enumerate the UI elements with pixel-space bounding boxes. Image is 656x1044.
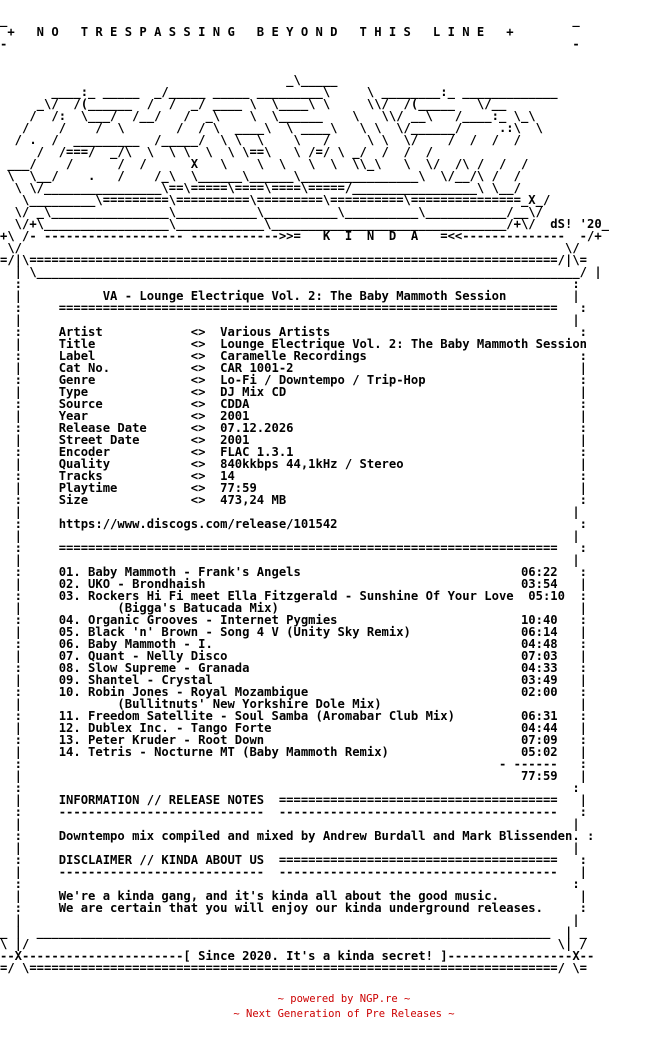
nfo-line: +\ /- ------------------- ------------>>= K I N D A =<<-------------- -/+ bbox=[0, 229, 602, 243]
nfo-line: / /===/ _/\ \ \ \ \ \ \==\ \ /=/ \ _/ / / / bbox=[0, 145, 433, 159]
nfo-line: | Playtime <> 77:59 | bbox=[0, 481, 587, 495]
nfo-line: : Size <> 473,24 MB : bbox=[0, 493, 587, 507]
nfo-line: _ _ bbox=[0, 13, 580, 27]
nfo-line: | 05. Black 'n' Brown - Song 4 V (Unity Sky Remix) 06:14 | bbox=[0, 625, 587, 639]
nfo-line: | INFORMATION // RELEASE NOTES ====================================== | bbox=[0, 793, 587, 807]
nfo-line: : 10. Robin Jones - Royal Mozambique 02:00 : bbox=[0, 685, 587, 699]
nfo-line: : Label <> Caramelle Recordings : bbox=[0, 349, 587, 363]
nfo-line: | | bbox=[0, 529, 580, 543]
nfo-line: ____:_ _____ _/_____ _____ _________\ \ ________:_ _____________ bbox=[0, 85, 558, 99]
nfo-line: : 04. Organic Grooves - Internet Pygmies 10:40 : bbox=[0, 613, 587, 627]
nfo-line: _\/ /(______ / / _/ ____ \ \____\ \ \\/ /(_____ \/__ bbox=[0, 97, 507, 111]
nfo-line: | ---------------------------- -------------------------------------- | bbox=[0, 865, 587, 879]
footer-powered-by: ~ powered by NGP.re ~ bbox=[277, 993, 411, 1005]
nfo-line[interactable]: : https://www.discogs.com/release/101542 : bbox=[0, 517, 587, 531]
nfo-line: | | bbox=[0, 817, 580, 831]
nfo-line: : 11. Freedom Satellite - Soul Samba (Aromabar Club Mix) 06:31 : bbox=[0, 709, 587, 723]
nfo-line: | 09. Shantel - Crystal 03:49 | bbox=[0, 673, 587, 687]
nfo-line: | 02. UKO - Brondhaish 03:54 | bbox=[0, 577, 587, 591]
nfo-line: / / / \ / / \ ____\ \ ____\ \ \ \/______/ .:\ \ bbox=[0, 121, 543, 135]
nfo-line: | | bbox=[0, 313, 580, 327]
nfo-line: : - ------ : bbox=[0, 757, 587, 771]
nfo-line: | Quality <> 840kkbps 44,1kHz / Stereo | bbox=[0, 457, 587, 471]
nfo-line: : Downtempo mix compiled and mixed by Andrew Burdall and Mark Blissenden. : bbox=[0, 829, 595, 843]
nfo-line: | We're a kinda gang, and it's kinda all about the good music. | bbox=[0, 889, 587, 903]
nfo-line: =/ \========================================================================/ \= bbox=[0, 961, 587, 975]
nfo-line: : 08. Slow Supreme - Granada 04:33 : bbox=[0, 661, 587, 675]
nfo-line: | | bbox=[0, 553, 580, 567]
nfo-line: | \__________________________________________________________________________/ | bbox=[0, 265, 602, 279]
nfo-line: : ---------------------------- -------------------------------------- : bbox=[0, 805, 587, 819]
nfo-line: =/|\========================================================================/|\= bbox=[0, 253, 587, 267]
nfo-line: + N O T R E S P A S S I N G B E Y O N D T H I S L I N E + bbox=[0, 25, 514, 39]
nfo-line: | (Bigga's Batucada Mix) | bbox=[0, 601, 587, 615]
nfo-line: | | bbox=[0, 505, 580, 519]
nfo-line: : : bbox=[0, 877, 580, 891]
nfo-line: \/ _\________________\___________\__________\__________\___________/__\/ bbox=[0, 205, 543, 219]
nfo-line: : Genre <> Lo-Fi / Downtempo / Trip-Hop : bbox=[0, 373, 587, 387]
nfo-line: : : bbox=[0, 277, 580, 291]
nfo-line: : Source <> CDDA : bbox=[0, 397, 587, 411]
nfo-line: | 12. Dublex Inc. - Tango Forte 04:44 | bbox=[0, 721, 587, 735]
nfo-line: _ | ______________________________________________________________________ | _ bbox=[0, 925, 587, 939]
nfo-line: : 06. Baby Mammoth - I. 04:48 : bbox=[0, 637, 587, 651]
footer-tagline: ~ Next Generation of Pre Releases ~ bbox=[233, 1008, 455, 1020]
nfo-line: | Cat No. <> CAR 1001-2 | bbox=[0, 361, 587, 375]
nfo-line: / /: \___/ /__/ / _\ \ \______ \ \\/ __\ /____:_ \_\ bbox=[0, 109, 536, 123]
nfo-line: : Artist <> Various Artists : bbox=[0, 325, 587, 339]
nfo-line: | 07. Quant - Nelly Disco 07:03 | bbox=[0, 649, 587, 663]
nfo-line: : ==================================================================== : bbox=[0, 541, 587, 555]
nfo-line: | Year <> 2001 | bbox=[0, 409, 587, 423]
nfo-line: ___/ / / / X \ \ \ \ \ \\_\ \ \/ /\ / / / bbox=[0, 157, 529, 171]
nfo-line: | | bbox=[0, 913, 580, 927]
nfo-line: | | bbox=[0, 841, 580, 855]
nfo-line: : Release Date <> 07.12.2026 : bbox=[0, 421, 587, 435]
nfo-line: : 03. Rockers Hi Fi meet Ella Fitzgerald - Sunshine Of Your Love 05:10 : bbox=[0, 589, 587, 603]
nfo-line: : We are certain that you will enjoy our kinda underground releases. : bbox=[0, 901, 587, 915]
nfo-line: - - bbox=[0, 37, 580, 51]
nfo-line: : DISCLAIMER // KINDA ABOUT US ====================================== : bbox=[0, 853, 587, 867]
nfo-line: : 01. Baby Mammoth - Frank's Angels 06:22 : bbox=[0, 565, 587, 579]
nfo-line: | Title <> Lounge Electrique Vol. 2: The Baby Mammoth Session bbox=[0, 337, 587, 351]
nfo-line: \/ \/ bbox=[0, 241, 580, 255]
nfo-line: : 13. Peter Kruder - Root Down 07:09 : bbox=[0, 733, 587, 747]
nfo-line: : Tracks <> 14 : bbox=[0, 469, 587, 483]
nfo-text bbox=[0, 14, 609, 974]
nfo-line: --X----------------------[ Since 2020. It's a kinda secret! ]-----------------X-- bbox=[0, 949, 595, 963]
nfo-line: : : bbox=[0, 781, 580, 795]
nfo-line: / . / _________ /_____/ \ \ \ \ / \ \ \/ / / / / bbox=[0, 133, 521, 147]
nfo-line: \ \/________________\==\=====\====\====\=====/_________________\ \__/ bbox=[0, 181, 521, 195]
nfo-line: \/+\_________________\____________\________________________________/+\/ dS! '20_ bbox=[0, 217, 610, 231]
nfo-line: | VA - Lounge Electrique Vol. 2: The Baby Mammoth Session | bbox=[0, 289, 580, 303]
nfo-line: | Type <> DJ Mix CD | bbox=[0, 385, 587, 399]
nfo-line: _\_____ bbox=[0, 73, 338, 87]
nfo-line: \_________\=========\==========\=========\==========\===============_X_/ bbox=[0, 193, 551, 207]
nfo-line: \ \__/ . / /_\ \______\______\________________\ \/__/\ / / bbox=[0, 169, 521, 183]
nfo-line: | 14. Tetris - Nocturne MT (Baby Mammoth Remix) 05:02 | bbox=[0, 745, 587, 759]
nfo-line: : Encoder <> FLAC 1.3.1 : bbox=[0, 445, 587, 459]
nfo-line: | 77:59 | bbox=[0, 769, 587, 783]
nfo-line: | (Bullitnuts' New Yorkshire Dole Mix) | bbox=[0, 697, 587, 711]
nfo-line: : ==================================================================== : bbox=[0, 301, 587, 315]
nfo-line: \ |/ \| / bbox=[0, 937, 587, 951]
nfo-line: | Street Date <> 2001 | bbox=[0, 433, 587, 447]
